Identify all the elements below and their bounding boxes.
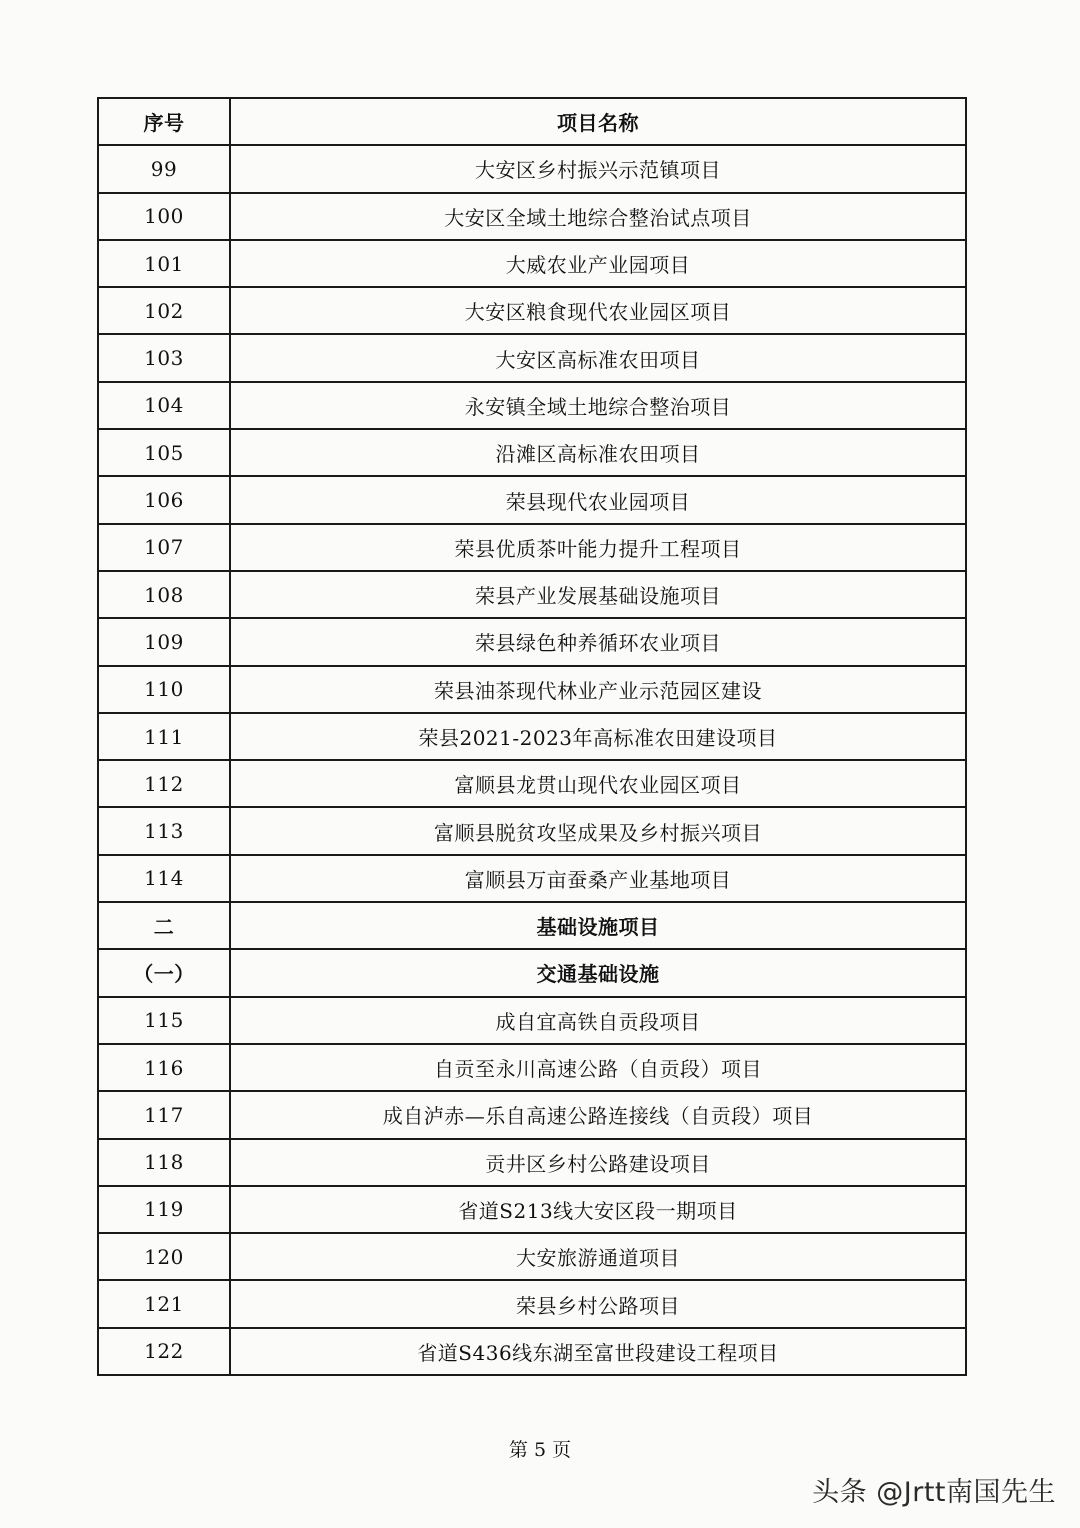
serial-number-cell: 117 [98, 1091, 230, 1138]
project-name-cell: 荣县现代农业园项目 [230, 476, 966, 523]
serial-number-cell: 100 [98, 193, 230, 240]
project-name-cell: 大安区乡村振兴示范镇项目 [230, 145, 966, 192]
project-name-cell: 荣县油茶现代林业产业示范园区建设 [230, 666, 966, 713]
project-name-cell: 沿滩区高标准农田项目 [230, 429, 966, 476]
header-project-name: 项目名称 [230, 98, 966, 145]
serial-number-cell: 104 [98, 382, 230, 429]
table-row [98, 334, 966, 381]
serial-number-cell: 113 [98, 807, 230, 854]
project-table [97, 97, 967, 1376]
serial-number-cell: 122 [98, 1328, 230, 1375]
header-serial-number: 序号 [98, 98, 230, 145]
table-row [98, 145, 966, 192]
serial-number-cell: 118 [98, 1139, 230, 1186]
table-row [98, 1139, 966, 1186]
serial-number-cell: 114 [98, 855, 230, 902]
project-name-cell: 富顺县脱贫攻坚成果及乡村振兴项目 [230, 807, 966, 854]
serial-number-cell: 103 [98, 334, 230, 381]
serial-number-cell: 110 [98, 666, 230, 713]
project-name-cell: 富顺县万亩蚕桑产业基地项目 [230, 855, 966, 902]
project-name-cell: 基础设施项目 [230, 902, 966, 949]
table-row [98, 1044, 966, 1091]
project-name-cell: 自贡至永川高速公路（自贡段）项目 [230, 1044, 966, 1091]
table-row [98, 760, 966, 807]
serial-number-cell: 120 [98, 1233, 230, 1280]
table-row [98, 1280, 966, 1327]
project-name-cell: 富顺县龙贯山现代农业园区项目 [230, 760, 966, 807]
project-name-cell: 永安镇全域土地综合整治项目 [230, 382, 966, 429]
project-name-cell: 荣县产业发展基础设施项目 [230, 571, 966, 618]
project-name-cell: 大安区粮食现代农业园区项目 [230, 287, 966, 334]
project-name-cell: 大安区全域土地综合整治试点项目 [230, 193, 966, 240]
table-row [98, 193, 966, 240]
project-name-cell: 成自泸赤—乐自高速公路连接线（自贡段）项目 [230, 1091, 966, 1138]
table-row [98, 855, 966, 902]
section-header-row [98, 949, 966, 996]
serial-number-cell: 121 [98, 1280, 230, 1327]
serial-number-cell: （一） [98, 949, 230, 996]
table-row [98, 1233, 966, 1280]
table-row [98, 524, 966, 571]
table-row [98, 997, 966, 1044]
serial-number-cell: 106 [98, 476, 230, 523]
table-row [98, 476, 966, 523]
table-row [98, 1091, 966, 1138]
table-row [98, 382, 966, 429]
project-name-cell: 省道S436线东湖至富世段建设工程项目 [230, 1328, 966, 1375]
project-name-cell: 省道S213线大安区段一期项目 [230, 1186, 966, 1233]
serial-number-cell: 115 [98, 997, 230, 1044]
serial-number-cell: 101 [98, 240, 230, 287]
serial-number-cell: 99 [98, 145, 230, 192]
project-name-cell: 交通基础设施 [230, 949, 966, 996]
table-row [98, 713, 966, 760]
project-name-cell: 大安区高标准农田项目 [230, 334, 966, 381]
serial-number-cell: 116 [98, 1044, 230, 1091]
table-row [98, 571, 966, 618]
project-name-cell: 大威农业产业园项目 [230, 240, 966, 287]
table-row [98, 429, 966, 476]
table-row [98, 618, 966, 665]
serial-number-cell: 108 [98, 571, 230, 618]
project-name-cell: 荣县乡村公路项目 [230, 1280, 966, 1327]
table-row [98, 666, 966, 713]
serial-number-cell: 二 [98, 902, 230, 949]
project-name-cell: 荣县优质茶叶能力提升工程项目 [230, 524, 966, 571]
table-header-row [98, 98, 966, 145]
project-name-cell: 贡井区乡村公路建设项目 [230, 1139, 966, 1186]
serial-number-cell: 111 [98, 713, 230, 760]
project-name-cell: 成自宜高铁自贡段项目 [230, 997, 966, 1044]
table-row [98, 287, 966, 334]
serial-number-cell: 102 [98, 287, 230, 334]
project-name-cell: 荣县2021-2023年高标准农田建设项目 [230, 713, 966, 760]
project-name-cell: 荣县绿色种养循环农业项目 [230, 618, 966, 665]
serial-number-cell: 109 [98, 618, 230, 665]
table-row [98, 1186, 966, 1233]
project-name-cell: 大安旅游通道项目 [230, 1233, 966, 1280]
section-header-row [98, 902, 966, 949]
watermark: 头条 @Jrtt南国先生 [812, 1477, 1056, 1508]
serial-number-cell: 119 [98, 1186, 230, 1233]
table-row [98, 240, 966, 287]
serial-number-cell: 105 [98, 429, 230, 476]
table-row [98, 807, 966, 854]
table-row [98, 1328, 966, 1375]
serial-number-cell: 107 [98, 524, 230, 571]
serial-number-cell: 112 [98, 760, 230, 807]
page-number: 第 5 页 [508, 1439, 572, 1461]
